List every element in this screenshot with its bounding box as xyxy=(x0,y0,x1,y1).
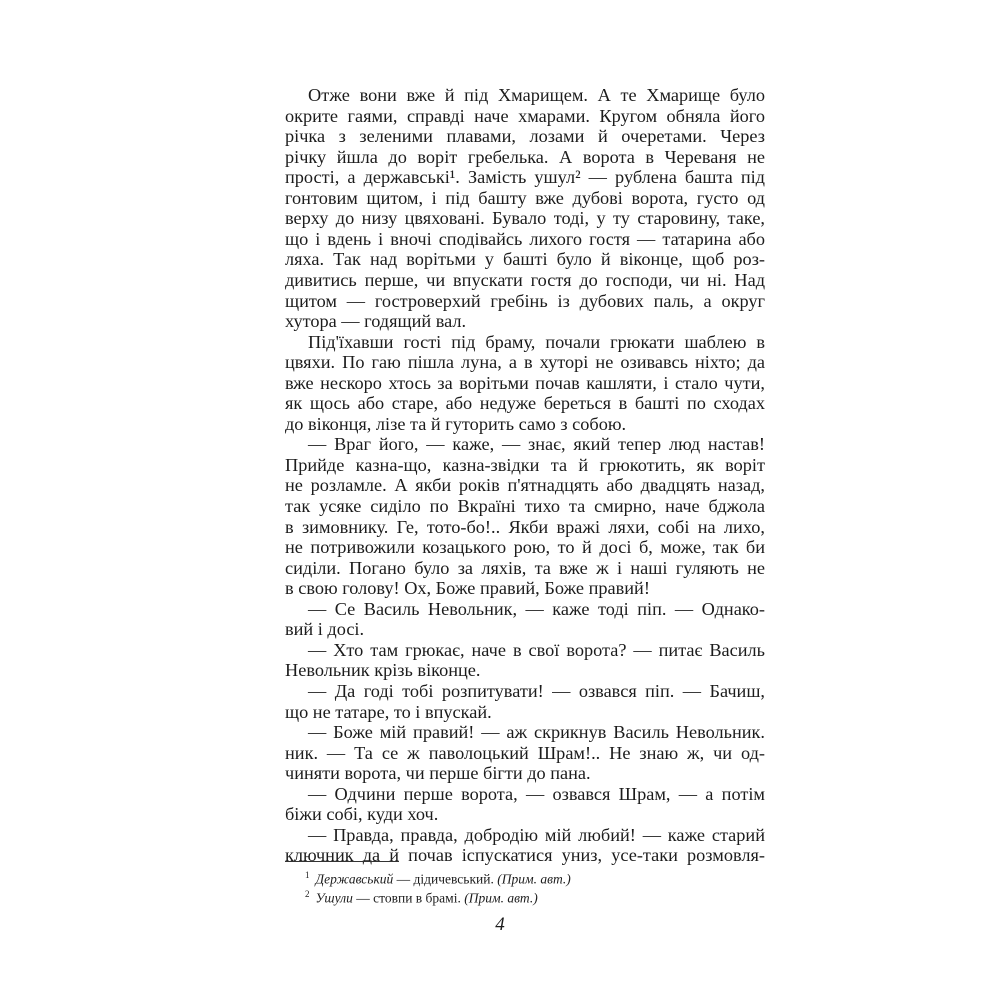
text-line: сиділи. Погано було за ляхів, та вже ж і наші гуляють не xyxy=(285,557,765,578)
text-line: гонтовим щитом, і під башту вже дубові ворота, густо од xyxy=(285,187,765,208)
text-line: щитом — гостроверхий гребінь із дубових паль, а округ xyxy=(285,290,765,311)
text-line: ляха. Так над ворітьми у башті було й віконце, щоб роз- xyxy=(285,249,765,270)
text-line: верху до низу цвяховані. Бувало тоді, у ту старовину, таке, xyxy=(285,208,765,229)
footnote-note: (Прим. авт.) xyxy=(497,871,571,887)
footnote-term: Ушули xyxy=(315,890,353,906)
text-line: — Одчини перше ворота, — озвався Шрам, — а потім xyxy=(308,783,765,804)
text-line: річку йшла до воріт гребелька. А ворота в Череваня не xyxy=(285,146,765,167)
text-line: що і вдень і вночі сподівайсь лихого гостя — татарина або xyxy=(285,228,765,249)
text-line: вже нескоро хтось за ворітьми почав кашляти, і стало чути, xyxy=(285,372,765,393)
text-line: — Да годі тобі розпитувати! — озвався піп. — Бачиш, xyxy=(308,681,765,701)
text-line: Невольник крізь віконце. xyxy=(285,660,481,681)
text-line: вий і досі. xyxy=(285,619,365,640)
text-line: хутора — годящий вал. xyxy=(285,311,467,332)
text-line: ник. — Та се ж паволоцький Шрам!.. Не знаю ж, чи од- xyxy=(285,742,765,763)
text-line: — Се Василь Невольник, — каже тоді піп. — Однако- xyxy=(308,598,765,619)
footnote-text: — стовпи в брамі. xyxy=(352,890,465,906)
text-line: дивитись перше, чи впускати гостя до господи, чи ні. Над xyxy=(285,270,765,290)
text-line: не потривожили козацького рою, то й досі б, може, так би xyxy=(285,537,765,558)
text-line: в свою голову! Ох, Боже правий, Боже правий! xyxy=(285,578,650,599)
text-line: що не татаре, то і впускай. xyxy=(285,701,492,722)
text-line: окрите гаями, справді наче хмарами. Кругом обняла його xyxy=(285,105,765,126)
text-line: до віконця, лізе та й гуторить само з собою. xyxy=(285,413,627,434)
text-line: — Хто там грюкає, наче в свої ворота? — питає Василь xyxy=(308,639,765,660)
text-line: Прийде казна-що, казна-звідки та й грюкотить, як воріт xyxy=(285,454,765,475)
footnote-mark: 2 xyxy=(305,889,310,899)
text-line: не розламле. А якби років п'ятнадцять або двадцять назад, xyxy=(285,475,765,496)
text-line: біжи собі, куди хоч. xyxy=(285,804,439,825)
text-line: так усяке сиділо по Вкраїні тихо та смирно, наче бджола xyxy=(285,496,765,516)
text-line: річка з зеленими плавами, лозами й очеретами. Через xyxy=(285,126,765,147)
text-line: — Боже мій правий! — аж скрикнув Василь Невольник. xyxy=(308,722,765,743)
footnote-text: — дідичевський. xyxy=(393,871,498,887)
text-line: ключник да й почав іспускатися униз, усе-таки розмовля- xyxy=(285,845,765,866)
text-line: чиняти ворота, чи перше бігти до пана. xyxy=(285,763,591,784)
text-line: — Враг його, — каже, — знає, який тепер люд настав! xyxy=(308,434,765,455)
text-line: в зимовнику. Ге, тото-бо!.. Якби вражі ляхи, собі на лихо, xyxy=(285,516,765,537)
footnote-term: Державський xyxy=(315,871,394,887)
text-line: Під'їхавши гості під браму, почали грюкати шаблею в xyxy=(308,331,765,352)
text-line: як щось або старе, або недуже береться в башті по сходах xyxy=(285,393,765,414)
footnote-2 xyxy=(305,885,538,908)
text-line: цвяхи. По гаю пішла луна, а в хуторі не озивавсь ніхто; да xyxy=(285,352,765,373)
footnote-note: (Прим. авт.) xyxy=(464,890,538,906)
page-number: 4 xyxy=(495,914,505,935)
footnote-divider xyxy=(285,861,399,862)
text-line: Отже вони вже й під Хмарищем. А те Хмарище було xyxy=(308,85,765,105)
text-line: прості, а державські¹. Замість ушул² — рублена башта під xyxy=(285,167,765,188)
text-line: — Правда, правда, добродію мій любий! — каже старий xyxy=(308,824,765,845)
footnote-mark: 1 xyxy=(305,870,310,880)
